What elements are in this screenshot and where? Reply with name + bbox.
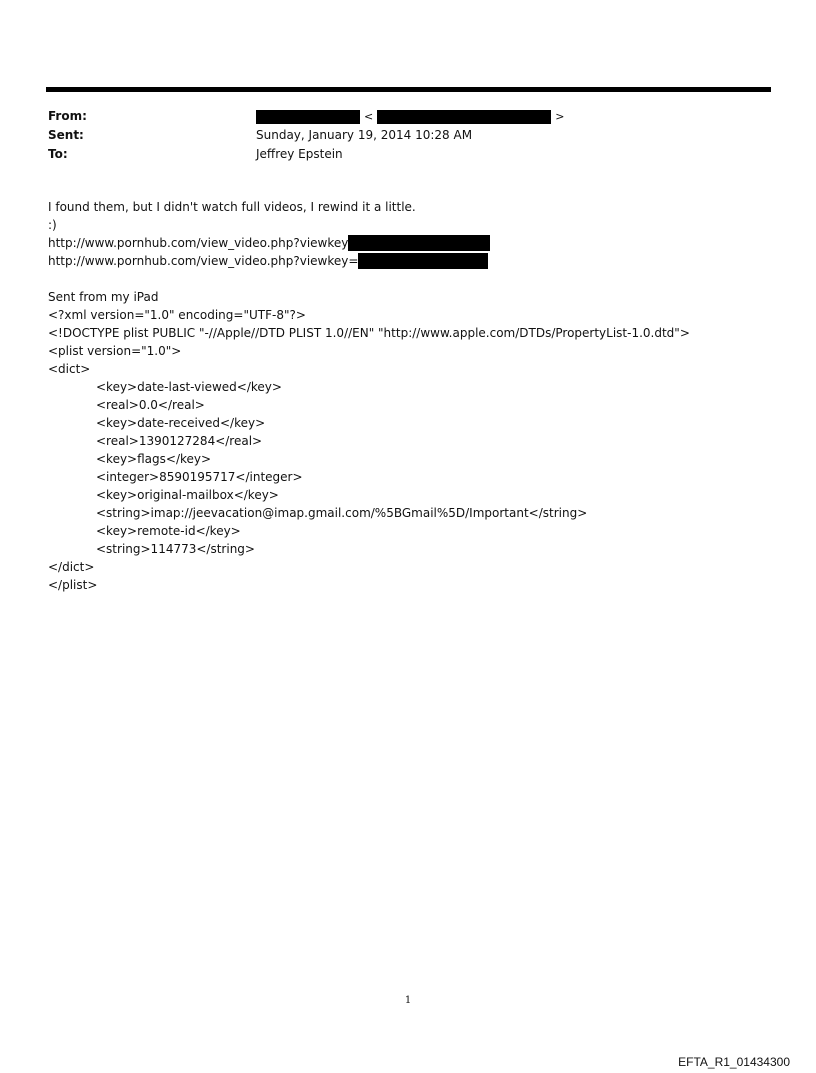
from-row xyxy=(48,107,768,126)
plist-line: <plist version="1.0"> xyxy=(48,344,182,358)
plist-entry: <integer>8590195717</integer> xyxy=(96,470,303,484)
url-text: http://www.pornhub.com/view_video.php?viewkey= xyxy=(48,254,359,268)
email-header xyxy=(48,107,768,164)
from-close-bracket: > xyxy=(555,110,565,123)
to-row xyxy=(48,145,768,164)
redaction-block-url xyxy=(358,253,488,269)
blank-line xyxy=(48,270,788,288)
from-label: From: xyxy=(48,109,87,123)
page-number: 1 xyxy=(404,995,412,1006)
from-open-bracket: < xyxy=(364,110,374,123)
to-label: To: xyxy=(48,147,68,161)
to-value: Jeffrey Epstein xyxy=(256,147,343,161)
plist-line: <?xml version="1.0" encoding="UTF-8"?> xyxy=(48,308,306,322)
plist-entry: <key>remote-id</key> xyxy=(96,524,241,538)
url-line xyxy=(48,234,788,252)
plist-line: </plist> xyxy=(48,578,98,592)
email-body xyxy=(48,198,788,594)
plist-entry: <key>date-received</key> xyxy=(96,416,266,430)
sent-row xyxy=(48,126,768,145)
plist-entry: <key>date-last-viewed</key> xyxy=(96,380,282,394)
plist-line: <dict> xyxy=(48,362,91,376)
plist-entry: <string>imap://jeevacation@imap.gmail.com/%5BGmail%5D/Important</string> xyxy=(96,506,588,520)
plist-line: </dict> xyxy=(48,560,95,574)
plist-entry: <string>114773</string> xyxy=(96,542,255,556)
header-rule xyxy=(46,87,771,92)
plist-line: <!DOCTYPE plist PUBLIC "-//Apple//DTD PLIST 1.0//EN" "http://www.apple.com/DTDs/PropertyList-1.0.dtd"> xyxy=(48,326,690,340)
plist-entry: <real>1390127284</real> xyxy=(96,434,263,448)
sent-value: Sunday, January 19, 2014 10:28 AM xyxy=(256,128,473,142)
message-line: :) xyxy=(48,218,57,232)
plist-entry: <key>flags</key> xyxy=(96,452,212,466)
redaction-block-sender-name xyxy=(256,110,360,124)
sent-label: Sent: xyxy=(48,128,84,142)
redaction-block-url xyxy=(348,235,490,251)
redaction-block-sender-email xyxy=(377,110,551,124)
message-line: I found them, but I didn't watch full videos, I rewind it a little. xyxy=(48,200,416,214)
from-value xyxy=(256,107,568,126)
document-id: EFTA_R1_01434300 xyxy=(678,1055,790,1069)
plist-entry: <real>0.0</real> xyxy=(96,398,205,412)
plist-entry: <key>original-mailbox</key> xyxy=(96,488,279,502)
url-text: http://www.pornhub.com/view_video.php?viewkey xyxy=(48,236,349,250)
signature: Sent from my iPad xyxy=(48,290,159,304)
url-line xyxy=(48,252,788,270)
